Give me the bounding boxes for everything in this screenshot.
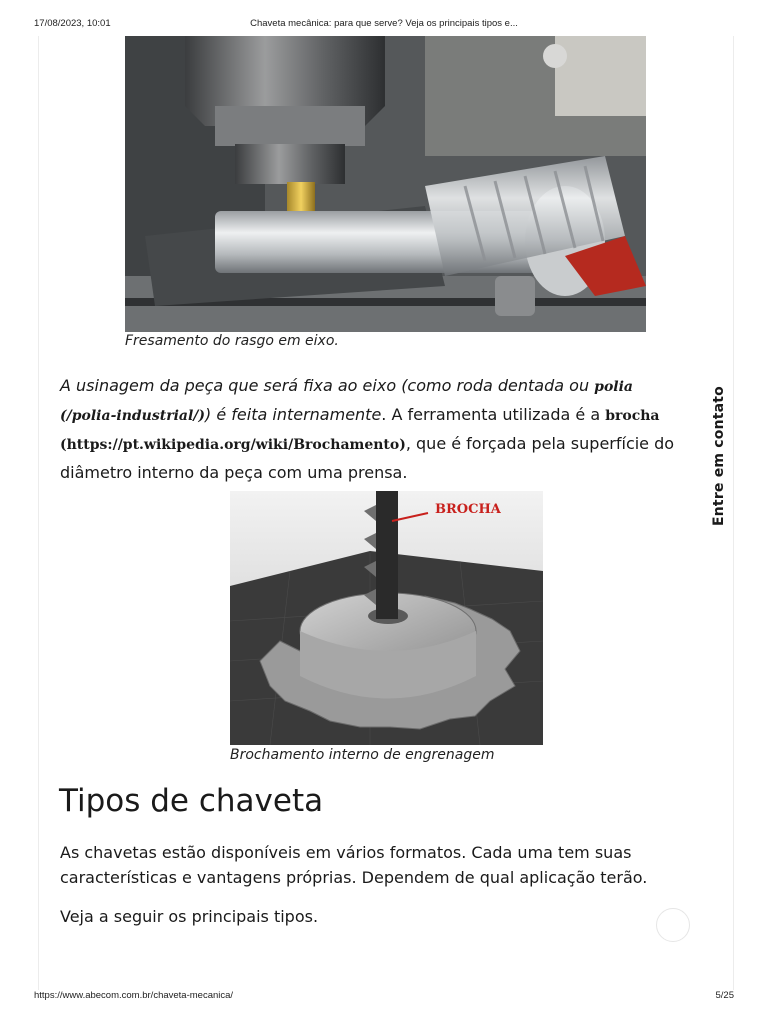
contact-side-tab[interactable]: [707, 386, 731, 526]
paragraph-text: A usinagem da peça que será fixa ao eixo (como roda dentada ou: [60, 376, 595, 395]
print-header: [34, 18, 734, 32]
figure-caption: Brochamento interno de engrenagem: [230, 747, 495, 763]
contact-tab-label: Entre em contato: [711, 386, 727, 526]
brocha-link[interactable]: brocha (https://pt.wikipedia.org/wiki/Brochamento): [60, 408, 660, 453]
broaching-paragraph: [60, 372, 688, 487]
section-followup: Veja a seguir os principais tipos.: [60, 907, 319, 926]
chat-bubble-icon[interactable]: [656, 908, 690, 942]
paragraph-text: ) é feita internamente: [205, 405, 382, 424]
print-footer: [34, 990, 734, 1004]
milling-keyway-photo: [125, 36, 646, 332]
section-title: Tipos de chaveta: [59, 783, 324, 819]
figure-caption: Fresamento do rasgo em eixo.: [125, 333, 339, 349]
paragraph-text: , que é forçada pela superfície do diâmetro interno da peça com uma prensa.: [60, 434, 675, 482]
broaching-gear-photo: [230, 491, 543, 745]
print-url: https://www.abecom.com.br/chaveta-mecanica/: [34, 990, 234, 1001]
polia-link[interactable]: polia (/polia-industrial/): [60, 379, 634, 424]
page-number: 5/25: [715, 990, 734, 1001]
brocha-label: BROCHA: [435, 502, 501, 517]
print-datetime: 17/08/2023, 10:01: [34, 18, 111, 29]
section-paragraph: As chavetas estão disponíveis em vários formatos. Cada uma tem suas características e vantagens próprias. Dependem de qual aplicação terão.: [60, 843, 648, 887]
print-page-title: Chaveta mecânica: para que serve? Veja os principais tipos e...: [250, 18, 518, 29]
paragraph-text: . A ferramenta utilizada é a: [381, 405, 606, 424]
